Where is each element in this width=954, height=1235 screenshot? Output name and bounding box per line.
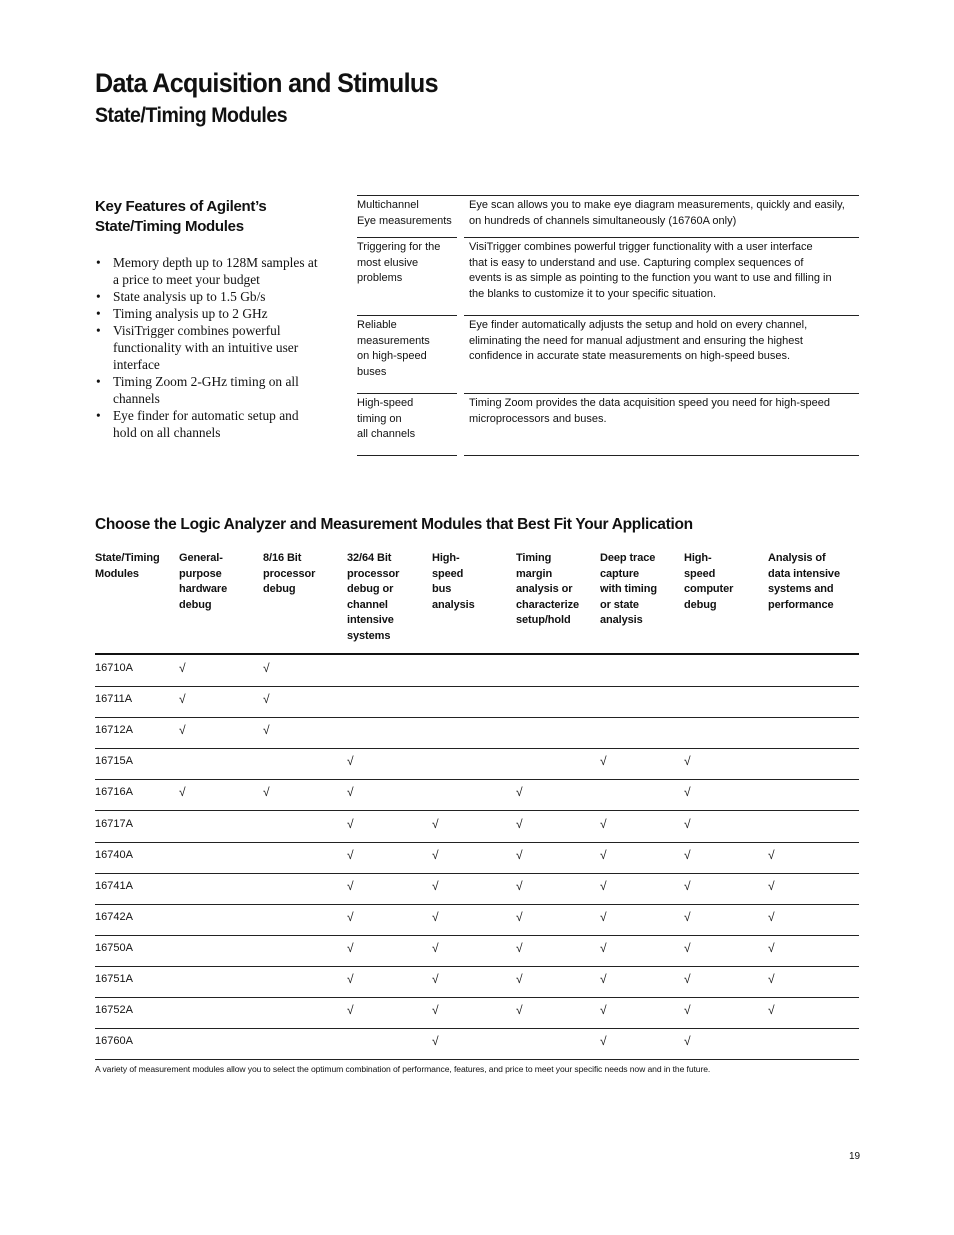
check-mark: √: [179, 723, 186, 738]
column-header: 32/64 Bit processor debug or channel intensive systems: [347, 552, 400, 642]
check-mark: √: [432, 816, 439, 831]
check-mark: √: [684, 878, 691, 893]
page-number: 19: [849, 1151, 861, 1162]
feature-name: Reliable measurements on high-speed buses: [357, 319, 430, 378]
row-rule: [357, 195, 859, 196]
check-mark: √: [516, 909, 523, 924]
footnote: A variety of measurement modules allow you to select the optimum combination of performance, features, and price to meet your specific needs now and in the future.: [95, 1064, 711, 1074]
check-mark: √: [684, 785, 691, 800]
check-mark: √: [600, 909, 607, 924]
check-mark: √: [600, 878, 607, 893]
check-mark: √: [516, 816, 523, 831]
feature-row: [357, 195, 859, 237]
check-mark: √: [600, 754, 607, 769]
row-rule: [464, 237, 859, 238]
feature-description: VisiTrigger combines powerful trigger functionality with a user interface that is easy to understand and use. Capturing complex sequences of events is as simple as pointing to the function you want to use and filling in the blanks to customize it to your specific situation.: [469, 241, 832, 300]
check-mark: √: [432, 909, 439, 924]
check-mark: √: [684, 1003, 691, 1018]
table-row: [95, 873, 859, 905]
model-number: 16710A: [95, 662, 133, 674]
table-row: [95, 935, 859, 967]
check-mark: √: [432, 972, 439, 986]
row-rule: [464, 393, 859, 394]
check-mark: √: [516, 972, 523, 986]
table-row: [95, 904, 859, 936]
table-bottom-rule: [357, 455, 457, 456]
model-number: 16752A: [95, 1004, 133, 1017]
check-mark: √: [684, 972, 691, 986]
check-mark: √: [179, 785, 186, 800]
list-item: • Timing Zoom 2-GHz timing on all channels: [95, 373, 325, 407]
check-mark: √: [768, 909, 775, 924]
table-row: [95, 748, 859, 780]
model-number: 16751A: [95, 973, 133, 985]
column-header: Analysis of data intensive systems and performance: [768, 552, 840, 611]
check-mark: √: [516, 878, 523, 893]
check-mark: √: [600, 1003, 607, 1018]
check-mark: √: [263, 723, 270, 738]
model-number: 16715A: [95, 755, 133, 768]
feature-name: High-speed timing on all channels: [357, 397, 416, 441]
table-row: [95, 811, 859, 843]
column-header: 8/16 Bit processor debug: [263, 552, 316, 595]
check-mark: √: [432, 878, 439, 893]
check-mark: √: [516, 785, 523, 800]
table-row: [95, 1028, 859, 1060]
check-mark: √: [432, 847, 439, 862]
selection-table: [95, 551, 859, 1061]
feature-name: Triggering for the most elusive problems: [357, 241, 441, 285]
key-features-heading-line2: State/Timing Modules: [95, 218, 244, 235]
model-number: 16750A: [95, 941, 133, 954]
check-mark: √: [347, 785, 354, 800]
check-mark: √: [516, 1003, 523, 1018]
feature-row: [357, 315, 859, 393]
feature-name: Multichannel Eye measurements: [357, 199, 452, 227]
model-number: 16760A: [95, 1035, 133, 1048]
check-mark: √: [768, 1003, 775, 1018]
check-mark: √: [347, 1003, 354, 1018]
table-row: [95, 842, 859, 874]
check-mark: √: [347, 940, 354, 955]
check-mark: √: [179, 692, 186, 707]
check-mark: √: [347, 754, 354, 769]
column-header: High- speed bus analysis: [432, 552, 475, 611]
check-mark: √: [684, 816, 691, 831]
model-number: 16717A: [95, 817, 133, 830]
model-number: 16716A: [95, 786, 133, 799]
selection-title: Choose the Logic Analyzer and Measurement Modules that Best Fit Your Application: [95, 516, 693, 533]
check-mark: √: [347, 878, 354, 893]
row-rule: [357, 315, 457, 316]
list-item: • Eye finder for automatic setup and hold on all channels: [95, 407, 325, 441]
table-row: [95, 966, 859, 998]
feature-description: Timing Zoom provides the data acquisition speed you need for high-speed microprocessors and buses.: [469, 397, 830, 425]
check-mark: √: [347, 972, 354, 986]
check-mark: √: [684, 754, 691, 769]
check-mark: √: [432, 940, 439, 955]
model-number: 16741A: [95, 879, 133, 892]
check-mark: √: [600, 847, 607, 862]
model-number: 16712A: [95, 724, 133, 737]
check-mark: √: [600, 940, 607, 955]
model-number: 16740A: [95, 848, 133, 861]
list-item: • Timing analysis up to 2 GHz: [95, 305, 325, 322]
check-mark: √: [684, 847, 691, 862]
check-mark: √: [432, 1003, 439, 1018]
feature-description: Eye finder automatically adjusts the setup and hold on every channel, eliminating the need for manual adjustment and ensuring the highest confidence in accurate state measurements on high-speed buses.: [469, 319, 808, 363]
check-mark: √: [600, 1034, 607, 1049]
check-mark: √: [347, 816, 354, 831]
key-features-list: [95, 254, 325, 441]
column-header: High- speed computer debug: [684, 552, 734, 611]
check-mark: √: [263, 692, 270, 707]
table-bottom-rule: [464, 455, 859, 456]
check-mark: √: [432, 1034, 439, 1049]
table-header: [95, 551, 859, 654]
check-mark: √: [347, 909, 354, 924]
feature-description: Eye scan allows you to make eye diagram measurements, quickly and easily, on hundreds of channels simultaneously (16760A only): [469, 199, 845, 227]
column-header: Deep trace capture with timing or state analysis: [600, 552, 657, 626]
model-number: 16742A: [95, 910, 133, 923]
check-mark: √: [516, 847, 523, 862]
check-mark: √: [516, 940, 523, 955]
check-mark: √: [768, 972, 775, 986]
feature-row: [357, 393, 859, 455]
features-table: [357, 195, 859, 457]
list-item: • VisiTrigger combines powerful functionality with an intuitive user interface: [95, 322, 325, 373]
table-row: [95, 655, 859, 687]
check-mark: √: [263, 661, 270, 675]
check-mark: √: [263, 785, 270, 800]
page-subtitle: State/Timing Modules: [95, 104, 288, 127]
feature-row: [357, 237, 859, 315]
table-row: [95, 997, 859, 1029]
row-rule: [357, 237, 457, 238]
column-header: State/Timing Modules: [95, 552, 160, 580]
table-row: [95, 686, 859, 718]
key-features-heading-line1: Key Features of Agilent’s: [95, 198, 267, 215]
check-mark: √: [600, 972, 607, 986]
check-mark: √: [768, 940, 775, 955]
column-header: General- purpose hardware debug: [179, 552, 228, 611]
list-item: • State analysis up to 1.5 Gb/s: [95, 288, 325, 305]
page-title: Data Acquisition and Stimulus: [95, 68, 438, 98]
check-mark: √: [600, 816, 607, 831]
row-rule: [357, 393, 457, 394]
check-mark: √: [347, 847, 354, 862]
check-mark: √: [684, 940, 691, 955]
column-header: Timing margin analysis or characterize setup/hold: [516, 552, 580, 626]
key-features-heading: [95, 197, 325, 237]
check-mark: √: [768, 878, 775, 893]
model-number: 16711A: [95, 693, 133, 706]
check-mark: √: [179, 661, 186, 675]
row-rule: [464, 315, 859, 316]
check-mark: √: [684, 1034, 691, 1049]
table-row: [95, 779, 859, 811]
list-item: • Memory depth up to 128M samples at a price to meet your budget: [95, 254, 325, 288]
check-mark: √: [768, 847, 775, 862]
table-row: [95, 717, 859, 749]
check-mark: √: [684, 909, 691, 924]
